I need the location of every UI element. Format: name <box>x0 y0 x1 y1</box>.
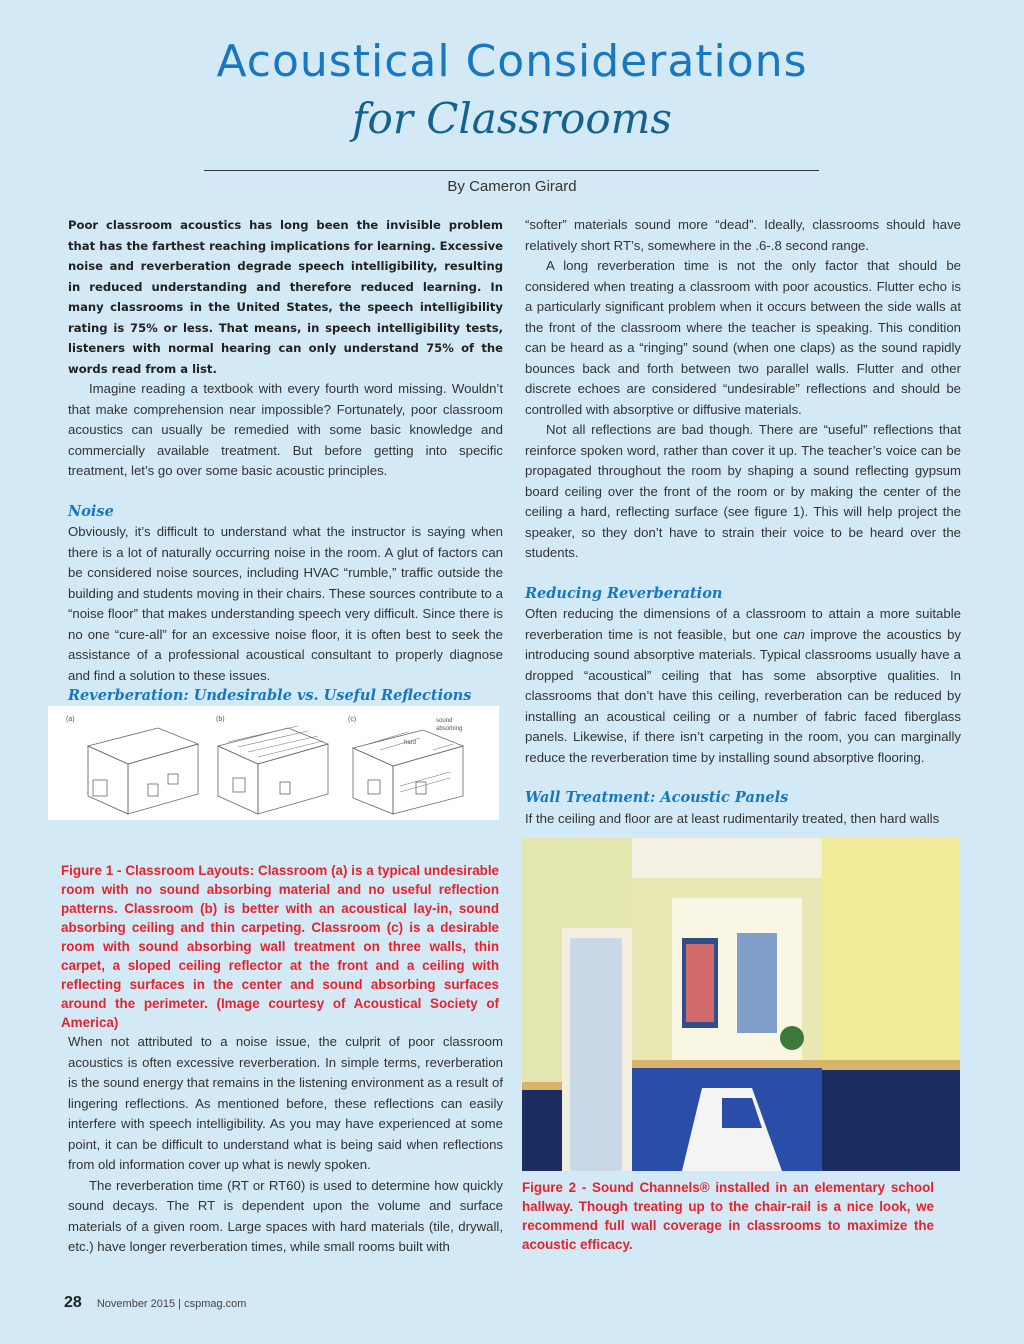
intro-paragraph: Imagine reading a textbook with every fourth word missing. Wouldn’t that make comprehension near impossible? Fortunately, poor classroom acoustics can usually be remedied with some basic knowledge and commercially available treatment. But before getting into specific treatment, let’s go over some basic acoustic principles. <box>68 381 503 478</box>
page-number: 28 <box>64 1294 82 1311</box>
figure-1-diagram <box>48 706 499 820</box>
reducing-reverberation-paragraph <box>525 604 961 768</box>
label-b: (b) <box>216 716 225 723</box>
article-subtitle: for Classrooms <box>351 94 672 143</box>
page-footer <box>64 1294 246 1312</box>
figure-1-caption: Figure 1 - Classroom Layouts: Classroom (a) is a typical undesirable room with no sound absorbing material and no useful reflection patterns. Classroom (b) is better with an acoustical lay-in, sound absorbing ceiling and thin carpeting. Classroom (c) is a desirable room with sound absorbing wall treatment on three walls, thin carpet, a sloped ceiling reflector at the front and a ceiling with reflecting surfaces in the center and sound absorbing surfaces around the perimeter. (Image courtesy of Acoustical Society of America) <box>61 863 499 1030</box>
reverberation-paragraph-1: When not attributed to a noise issue, the culprit of poor classroom acoustics is often excessive reverberation. In simple terms, reverberation is the sound energy that remains in the listening environment as a result of lingering reflections. As mentioned before, these reflections can easily interfere with speech intelligibility. As you may have experienced at some point, it can be difficult to understand what is being said when reflections from old information cover up what is newly spoken. <box>68 1034 503 1172</box>
article-title: Acoustical Considerations <box>216 36 808 87</box>
right-paragraph-3: Not all reflections are bad though. There are “useful” reflections that reinforce spoken word, rather than cover it up. The teacher’s voice can be propagated throughout the room by shaping a sound reflecting gypsum board ceiling over the front of the room or by making the center of the ceiling a hard, reflecting surface (see figure 1). This will help project the speaker, so they don’t have to strain their voice to be heard over the students. <box>525 422 961 560</box>
right-paragraph-1: “softer” materials sound more “dead”. Ideally, classrooms should have relatively short RT’s, somewhere in the .6-.8 second range. <box>525 217 961 253</box>
right-paragraph-2: A long reverberation time is not the only factor that should be considered when treating a classroom with poor acoustics. Flutter echo is a particularly significant problem when it occurs between the side walls at the front of the classroom where the teacher is speaking. This condition can be heard as a “ringing” sound (when one claps) as the sound rapidly bounces back and forth between two parallel walls. Flutter and other discrete echoes are considered “undesirable” reflections and should be controlled with absorptive or diffusive materials. <box>525 258 961 417</box>
reducing-text-emphasis: can <box>783 626 805 642</box>
label-c: (c) <box>348 716 357 723</box>
issue-info: November 2015 | cspmag.com <box>96 1298 247 1310</box>
left-column-upper <box>68 215 503 707</box>
hallway-photo-illustration <box>522 838 960 1171</box>
reverberation-heading: Reverberation: Undesirable vs. Useful Reflections <box>68 687 472 704</box>
wall-treatment-paragraph: If the ceiling and floor are at least rudimentarily treated, then hard walls <box>525 810 940 826</box>
reducing-reverberation-heading: Reducing Reverberation <box>525 584 723 602</box>
label-a: (a) <box>66 716 75 723</box>
noise-paragraph: Obviously, it’s difficult to understand what the instructor is saying when there is a lot of naturally occurring noise in the room. A glut of factors can be considered noise sources, including HVAC “rumble,” traffic outside the building and students moving in their chairs. These sources contribute to a “noise floor” that makes understanding speech very difficult. Since there is no one “cure-all” for an excessive noise floor, it is often best to seek the assistance of a professional acoustical consultant to properly diagnose and find a solution to these issues. <box>68 524 503 683</box>
label-hard: hard <box>404 740 417 746</box>
noise-heading: Noise <box>68 502 114 520</box>
reducing-text-end: improve the acoustics by introducing sound absorptive materials. Typical classrooms usually have a dropped “acoustical” ceiling that has some absorptive qualities. In classrooms that don’t have this ceiling, reverberation can be reduced by installing an acoustical ceiling or a number of fabric faced fiberglass panels. Likewise, if there isn’t carpeting in the room, you can marginally reduce the reverberation time by installing sound absorptive flooring. <box>525 626 961 765</box>
title-divider <box>204 170 819 171</box>
reducing-text-start: Often reducing the dimensions of a classroom to attain a more suitable reverberation time is not feasible, but one <box>525 606 961 642</box>
classroom-layouts-diagram <box>48 706 499 820</box>
label-sound: sound <box>436 718 453 724</box>
byline: By Cameron Girard <box>447 178 577 195</box>
left-column-lower <box>68 1032 503 1258</box>
right-column <box>525 215 961 829</box>
wall-treatment-heading: Wall Treatment: Acoustic Panels <box>525 789 789 806</box>
figure-2-photo <box>522 838 960 1171</box>
figure-2-caption: Figure 2 - Sound Channels® installed in an elementary school hallway. Though treating up to the chair-rail is a nice look, we recommend full wall coverage in classrooms to maximize the acoustic efficacy. <box>522 1180 934 1252</box>
lead-paragraph: Poor classroom acoustics has long been the invisible problem that has the farthest reaching implications for learning. Excessive noise and reverberation degrade speech intelligibility, resulting in reduced understanding and therefore reduced learning. In many classrooms in the United States, the speech intelligibility rating is 75% or less. That means, in speech intelligibility tests, listeners with normal hearing can only understand 75% of the words read from a list. <box>68 218 503 376</box>
reverberation-paragraph-2: The reverberation time (RT or RT60) is used to determine how quickly sound decays. The RT is dependent upon the volume and surface materials of a given room. Large spaces with hard materials (tile, drywall, etc.) have longer reverberation times, while small rooms built with <box>68 1177 503 1254</box>
label-absorbing: absorbing <box>436 726 463 732</box>
